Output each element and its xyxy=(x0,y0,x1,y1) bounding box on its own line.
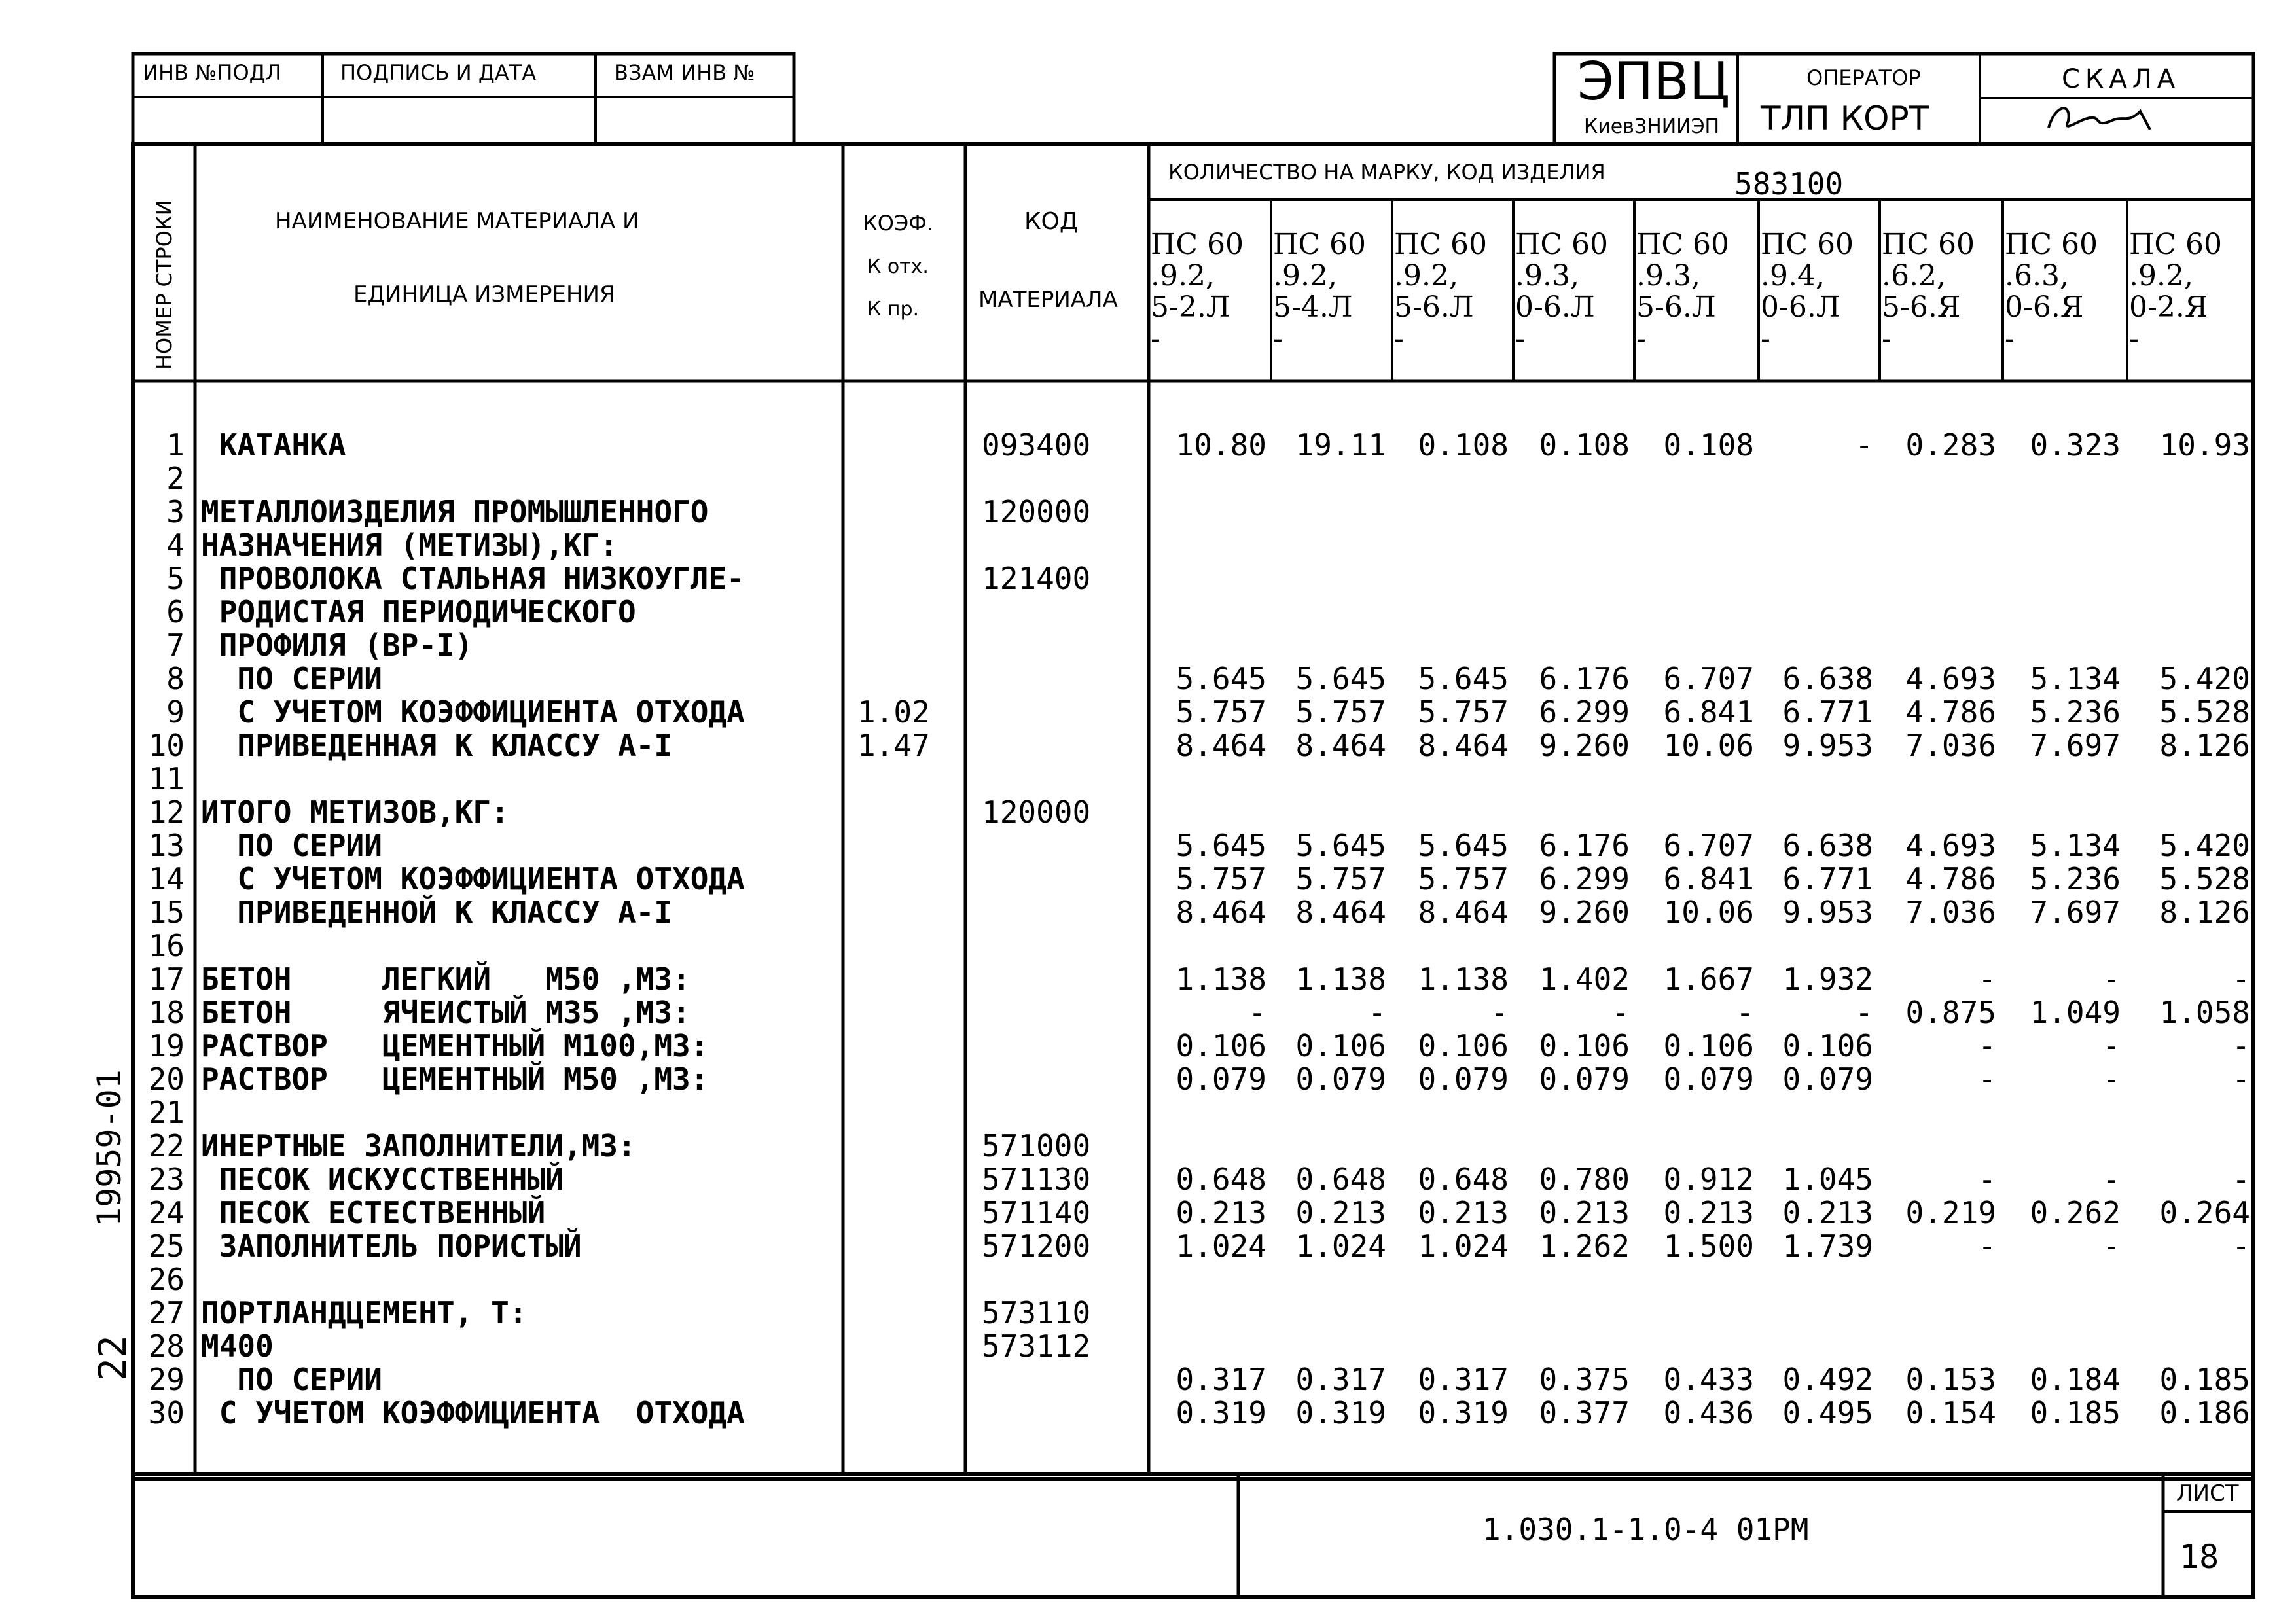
quantity-cell: 0.154 xyxy=(1905,1395,1996,1431)
quantity-cell: 5.236 xyxy=(2030,694,2121,730)
row-number: 1 xyxy=(166,427,185,463)
quantity-cell: 8.126 xyxy=(2159,895,2250,930)
row-number: 29 xyxy=(148,1362,185,1397)
quantity-cell: 5.757 xyxy=(1418,694,1509,730)
column-header: ПС 60 .9.4, 0-6.Л - xyxy=(1761,228,1854,355)
quantity-cell: 0.319 xyxy=(1175,1395,1266,1431)
quantity-cell: 0.185 xyxy=(2159,1362,2250,1397)
quantity-cell: 0.317 xyxy=(1295,1362,1386,1397)
quantity-cell: - xyxy=(1978,1028,1996,1063)
quantity-cell: - xyxy=(1855,427,1873,463)
quantity-cell: 5.645 xyxy=(1418,828,1509,863)
quantity-cell: 0.648 xyxy=(1295,1162,1386,1197)
quantity-cell: 6.841 xyxy=(1663,861,1754,897)
quantity-cell: 5.420 xyxy=(2159,661,2250,696)
quantity-cell: 5.236 xyxy=(2030,861,2121,897)
material-name: РАСТВОР ЦЕМЕНТНЫЙ М100,М3: xyxy=(201,1028,709,1063)
koef-header-1: КОЭФ. xyxy=(863,211,933,236)
material-name: С УЧЕТОМ КОЭФФИЦИЕНТА ОТХОДА xyxy=(201,1395,745,1431)
quantity-cell: 5.645 xyxy=(1175,828,1266,863)
column-header: ПС 60 .6.3, 0-6.Я - xyxy=(2005,228,2098,355)
row-number: 28 xyxy=(148,1329,185,1364)
item-code: 583100 xyxy=(1734,166,1844,202)
quantity-cell: 6.841 xyxy=(1663,694,1754,730)
material-code: 573110 xyxy=(982,1295,1091,1330)
quantity-cell: 6.299 xyxy=(1539,861,1630,897)
quantity-cell: - xyxy=(1978,961,1996,997)
material-code: 120000 xyxy=(982,494,1091,529)
quantity-cell: 0.213 xyxy=(1418,1195,1509,1230)
quantity-cell: 0.377 xyxy=(1539,1395,1630,1431)
column-header: ПС 60 .9.2, 5-2.Л - xyxy=(1151,228,1244,355)
material-name: НАЗНАЧЕНИЯ (МЕТИЗЫ),КГ: xyxy=(201,527,618,563)
column-header: ПС 60 .9.2, 5-6.Л - xyxy=(1394,228,1488,355)
quantity-cell: 10.80 xyxy=(1175,427,1266,463)
quantity-cell: 5.757 xyxy=(1175,694,1266,730)
quantity-cell: 1.058 xyxy=(2159,995,2250,1030)
column-header: ПС 60 .6.2, 5-6.Я - xyxy=(1882,228,1975,355)
quantity-cell: 8.464 xyxy=(1295,728,1386,763)
signature xyxy=(2049,108,2150,130)
quantity-cell: 5.757 xyxy=(1175,861,1266,897)
quantity-cell: - xyxy=(2102,1228,2121,1264)
quantity-cell: 9.953 xyxy=(1782,895,1873,930)
quantity-cell: 0.079 xyxy=(1295,1061,1386,1097)
quantity-cell: 0.153 xyxy=(1905,1362,1996,1397)
quantity-cell: 9.260 xyxy=(1539,895,1630,930)
quantity-cell: 4.786 xyxy=(1905,694,1996,730)
quantity-cell: 1.739 xyxy=(1782,1228,1873,1264)
quantity-cell: - xyxy=(1978,1061,1996,1097)
quantity-cell: 1.049 xyxy=(2030,995,2121,1030)
quantity-cell: 1.500 xyxy=(1663,1228,1754,1264)
quantity-cell: 1.262 xyxy=(1539,1228,1630,1264)
name-header-line1: НАИМЕНОВАНИЕ МАТЕРИАЛА И xyxy=(275,208,639,234)
material-name: ПО СЕРИИ xyxy=(201,1362,382,1397)
quantity-cell: 1.138 xyxy=(1418,961,1509,997)
quantity-cell: 1.024 xyxy=(1175,1228,1266,1264)
quantity-cell: 6.299 xyxy=(1539,694,1630,730)
row-number: 25 xyxy=(148,1228,185,1264)
material-name: С УЧЕТОМ КОЭФФИЦИЕНТА ОТХОДА xyxy=(201,694,745,730)
row-number: 16 xyxy=(148,928,185,963)
quantity-cell: - xyxy=(2102,1162,2121,1197)
code-header-1: КОД xyxy=(1024,208,1079,235)
quantity-cell: 6.638 xyxy=(1782,828,1873,863)
sheet-label: ЛИСТ xyxy=(2176,1480,2239,1507)
quantity-cell: 0.079 xyxy=(1175,1061,1266,1097)
quantity-cell: 1.024 xyxy=(1418,1228,1509,1264)
row-number: 3 xyxy=(166,494,185,529)
material-name: М400 xyxy=(201,1329,274,1364)
quantity-cell: 7.036 xyxy=(1905,895,1996,930)
document-code: 1.030.1-1.0-4 01РМ xyxy=(1482,1512,1809,1547)
quantity-header: КОЛИЧЕСТВО НА МАРКУ, КОД ИЗДЕЛИЯ xyxy=(1168,160,1605,185)
material-name: ИТОГО МЕТИЗОВ,КГ: xyxy=(201,794,509,830)
material-name: ПОРТЛАНДЦЕМЕНТ, Т: xyxy=(201,1295,528,1330)
row-number: 27 xyxy=(148,1295,185,1330)
row-number: 7 xyxy=(166,628,185,663)
column-header: ПС 60 .9.3, 0-6.Л - xyxy=(1515,228,1609,355)
coefficient: 1.47 xyxy=(857,728,930,763)
material-name: ЗАПОЛНИТЕЛЬ ПОРИСТЫЙ xyxy=(201,1228,582,1264)
quantity-cell: - xyxy=(2232,1228,2250,1264)
quantity-cell: 1.138 xyxy=(1175,961,1266,997)
quantity-cell: - xyxy=(2232,961,2250,997)
row-number: 4 xyxy=(166,527,185,563)
material-code: 571130 xyxy=(982,1162,1091,1197)
row-number: 23 xyxy=(148,1162,185,1197)
row-number: 2 xyxy=(166,461,185,496)
quantity-cell: 0.106 xyxy=(1418,1028,1509,1063)
quantity-cell: 0.213 xyxy=(1782,1195,1873,1230)
quantity-cell: 6.638 xyxy=(1782,661,1873,696)
quantity-cell: 5.528 xyxy=(2159,694,2250,730)
quantity-cell: 8.126 xyxy=(2159,728,2250,763)
row-number-header: НОМЕР СТРОКИ xyxy=(152,200,177,370)
quantity-cell: 8.464 xyxy=(1175,895,1266,930)
quantity-cell: 5.645 xyxy=(1418,661,1509,696)
quantity-cell: 10.06 xyxy=(1663,895,1754,930)
quantity-cell: 4.693 xyxy=(1905,828,1996,863)
coefficient: 1.02 xyxy=(857,694,930,730)
material-code: 571200 xyxy=(982,1228,1091,1264)
quantity-cell: 5.528 xyxy=(2159,861,2250,897)
quantity-cell: 0.106 xyxy=(1663,1028,1754,1063)
quantity-cell: 0.108 xyxy=(1418,427,1509,463)
quantity-cell: 1.024 xyxy=(1295,1228,1386,1264)
quantity-cell: - xyxy=(2102,1028,2121,1063)
row-number: 22 xyxy=(148,1128,185,1164)
material-name: БЕТОН ЛЕГКИЙ М50 ,М3: xyxy=(201,961,691,997)
row-number: 19 xyxy=(148,1028,185,1063)
quantity-cell: 0.317 xyxy=(1418,1362,1509,1397)
quantity-cell: 0.213 xyxy=(1663,1195,1754,1230)
quantity-cell: 5.645 xyxy=(1295,661,1386,696)
material-code: 573112 xyxy=(982,1329,1091,1364)
material-code: 121400 xyxy=(982,561,1091,596)
quantity-cell: 0.106 xyxy=(1782,1028,1873,1063)
quantity-cell: 6.707 xyxy=(1663,828,1754,863)
name-header-line2: ЕДИНИЦА ИЗМЕРЕНИЯ xyxy=(353,281,615,308)
row-number: 24 xyxy=(148,1195,185,1230)
quantity-cell: 5.134 xyxy=(2030,661,2121,696)
row-number: 11 xyxy=(148,761,185,796)
row-number: 30 xyxy=(148,1395,185,1431)
quantity-cell: - xyxy=(1978,1162,1996,1197)
material-name: ПО СЕРИИ xyxy=(201,828,382,863)
quantity-cell: 8.464 xyxy=(1295,895,1386,930)
quantity-cell: 0.433 xyxy=(1663,1362,1754,1397)
quantity-cell: 0.323 xyxy=(2030,427,2121,463)
quantity-cell: 6.707 xyxy=(1663,661,1754,696)
quantity-cell: 0.213 xyxy=(1295,1195,1386,1230)
stamp-replace-label: ВЗАМ ИНВ № xyxy=(614,60,755,85)
quantity-cell: 7.697 xyxy=(2030,895,2121,930)
quantity-cell: 5.420 xyxy=(2159,828,2250,863)
quantity-cell: 0.319 xyxy=(1418,1395,1509,1431)
system-label: СКАЛА xyxy=(2062,64,2181,94)
operator-value: ТЛП КОРТ xyxy=(1761,99,1929,137)
material-name: БЕТОН ЯЧЕИСТЫЙ М35 ,М3: xyxy=(201,995,691,1030)
quantity-cell: 9.953 xyxy=(1782,728,1873,763)
sheet-number: 18 xyxy=(2179,1538,2219,1576)
row-number: 17 xyxy=(148,961,185,997)
operator-label: ОПЕРАТОР xyxy=(1806,65,1921,90)
row-number: 21 xyxy=(148,1095,185,1130)
row-number: 20 xyxy=(148,1061,185,1097)
quantity-cell: - xyxy=(1248,995,1266,1030)
quantity-cell: 0.912 xyxy=(1663,1162,1754,1197)
koef-header-3: К пр. xyxy=(867,298,920,321)
quantity-cell: - xyxy=(1368,995,1386,1030)
material-name: РАСТВОР ЦЕМЕНТНЫЙ М50 ,М3: xyxy=(201,1061,709,1097)
quantity-cell: 1.045 xyxy=(1782,1162,1873,1197)
material-name: РОДИСТАЯ ПЕРИОДИЧЕСКОГО xyxy=(201,594,636,630)
material-name: ПРОВОЛОКА СТАЛЬНАЯ НИЗКОУГЛЕ- xyxy=(201,561,745,596)
material-name: ПЕСОК ЕСТЕСТВЕННЫЙ xyxy=(201,1195,546,1230)
quantity-cell: 0.648 xyxy=(1418,1162,1509,1197)
page-number-margin: 22 xyxy=(90,1335,135,1381)
quantity-cell: 0.780 xyxy=(1539,1162,1630,1197)
quantity-cell: 0.079 xyxy=(1539,1061,1630,1097)
quantity-cell: 0.375 xyxy=(1539,1362,1630,1397)
material-name: КАТАНКА xyxy=(201,427,346,463)
quantity-cell: 0.079 xyxy=(1418,1061,1509,1097)
quantity-cell: 0.319 xyxy=(1295,1395,1386,1431)
quantity-cell: - xyxy=(1855,995,1873,1030)
quantity-cell: - xyxy=(2232,1162,2250,1197)
quantity-cell: 1.667 xyxy=(1663,961,1754,997)
quantity-cell: 0.106 xyxy=(1295,1028,1386,1063)
material-code: 120000 xyxy=(982,794,1091,830)
quantity-cell: 5.134 xyxy=(2030,828,2121,863)
org-sub: КиевЗНИИЭП xyxy=(1584,115,1720,138)
row-number: 10 xyxy=(148,728,185,763)
quantity-cell: 0.492 xyxy=(1782,1362,1873,1397)
quantity-cell: 4.693 xyxy=(1905,661,1996,696)
quantity-cell: 0.648 xyxy=(1175,1162,1266,1197)
row-number: 13 xyxy=(148,828,185,863)
material-name: ПРИВЕДЕННАЯ К КЛАССУ А-I xyxy=(201,728,673,763)
quantity-cell: 5.645 xyxy=(1295,828,1386,863)
quantity-cell: - xyxy=(1611,995,1630,1030)
quantity-cell: 5.757 xyxy=(1418,861,1509,897)
code-header-2: МАТЕРИАЛА xyxy=(978,287,1118,313)
quantity-cell: - xyxy=(2232,1028,2250,1063)
quantity-cell: 6.771 xyxy=(1782,694,1873,730)
quantity-cell: 0.079 xyxy=(1782,1061,1873,1097)
quantity-cell: 19.11 xyxy=(1295,427,1386,463)
column-header: ПС 60 .9.2, 0-2.Я - xyxy=(2129,228,2223,355)
quantity-cell: 0.106 xyxy=(1539,1028,1630,1063)
material-name: ИНЕРТНЫЕ ЗАПОЛНИТЕЛИ,М3: xyxy=(201,1128,636,1164)
quantity-cell: - xyxy=(2232,1061,2250,1097)
quantity-cell: - xyxy=(2102,1061,2121,1097)
material-name: ПРОФИЛЯ (ВР-I) xyxy=(201,628,473,663)
quantity-cell: - xyxy=(1490,995,1509,1030)
quantity-cell: 0.875 xyxy=(1905,995,1996,1030)
row-number: 15 xyxy=(148,895,185,930)
quantity-cell: 0.262 xyxy=(2030,1195,2121,1230)
quantity-cell: - xyxy=(1736,995,1754,1030)
quantity-cell: 0.436 xyxy=(1663,1395,1754,1431)
row-number: 14 xyxy=(148,861,185,897)
row-number: 12 xyxy=(148,794,185,830)
quantity-cell: 0.317 xyxy=(1175,1362,1266,1397)
koef-header-2: К отх. xyxy=(867,255,929,278)
row-number: 5 xyxy=(166,561,185,596)
quantity-cell: 0.108 xyxy=(1539,427,1630,463)
quantity-cell: 5.757 xyxy=(1295,694,1386,730)
quantity-cell: 6.771 xyxy=(1782,861,1873,897)
column-header: ПС 60 .9.2, 5-4.Л - xyxy=(1273,228,1367,355)
row-number: 6 xyxy=(166,594,185,630)
archive-number: 19959-01 xyxy=(90,1069,128,1227)
quantity-cell: 8.464 xyxy=(1418,728,1509,763)
quantity-cell: 4.786 xyxy=(1905,861,1996,897)
quantity-cell: 8.464 xyxy=(1418,895,1509,930)
quantity-cell: 1.402 xyxy=(1539,961,1630,997)
quantity-cell: 0.184 xyxy=(2030,1362,2121,1397)
material-name: ПО СЕРИИ xyxy=(201,661,382,696)
quantity-cell: 0.283 xyxy=(1905,427,1996,463)
material-name: ПЕСОК ИСКУССТВЕННЫЙ xyxy=(201,1162,564,1197)
material-name: ПРИВЕДЕННОЙ К КЛАССУ А-I xyxy=(201,895,673,930)
quantity-cell: - xyxy=(1978,1228,1996,1264)
quantity-cell: - xyxy=(2102,961,2121,997)
quantity-cell: 9.260 xyxy=(1539,728,1630,763)
stamp-sign-label: ПОДПИСЬ И ДАТА xyxy=(340,60,537,85)
quantity-cell: 0.106 xyxy=(1175,1028,1266,1063)
quantity-cell: 7.036 xyxy=(1905,728,1996,763)
quantity-cell: 0.185 xyxy=(2030,1395,2121,1431)
quantity-cell: 0.264 xyxy=(2159,1195,2250,1230)
quantity-cell: 5.645 xyxy=(1175,661,1266,696)
stamp-inv-label: ИНВ №ПОДЛ xyxy=(143,60,281,85)
row-number: 8 xyxy=(166,661,185,696)
quantity-cell: 10.93 xyxy=(2159,427,2250,463)
quantity-cell: 1.932 xyxy=(1782,961,1873,997)
quantity-cell: 0.213 xyxy=(1539,1195,1630,1230)
material-code: 571140 xyxy=(982,1195,1091,1230)
row-number: 18 xyxy=(148,995,185,1030)
org-main: ЭПВЦ xyxy=(1577,51,1731,112)
material-name: С УЧЕТОМ КОЭФФИЦИЕНТА ОТХОДА xyxy=(201,861,745,897)
quantity-cell: 0.219 xyxy=(1905,1195,1996,1230)
quantity-cell: 0.079 xyxy=(1663,1061,1754,1097)
quantity-cell: 10.06 xyxy=(1663,728,1754,763)
quantity-cell: 1.138 xyxy=(1295,961,1386,997)
quantity-cell: 5.757 xyxy=(1295,861,1386,897)
quantity-cell: 7.697 xyxy=(2030,728,2121,763)
quantity-cell: 6.176 xyxy=(1539,828,1630,863)
quantity-cell: 0.186 xyxy=(2159,1395,2250,1431)
quantity-cell: 0.213 xyxy=(1175,1195,1266,1230)
quantity-cell: 6.176 xyxy=(1539,661,1630,696)
quantity-cell: 0.108 xyxy=(1663,427,1754,463)
material-name: МЕТАЛЛОИЗДЕЛИЯ ПРОМЫШЛЕННОГО xyxy=(201,494,709,529)
material-code: 093400 xyxy=(982,427,1091,463)
material-code: 571000 xyxy=(982,1128,1091,1164)
quantity-cell: 0.495 xyxy=(1782,1395,1873,1431)
row-number: 9 xyxy=(166,694,185,730)
column-header: ПС 60 .9.3, 5-6.Л - xyxy=(1636,228,1730,355)
row-number: 26 xyxy=(148,1262,185,1297)
quantity-cell: 8.464 xyxy=(1175,728,1266,763)
